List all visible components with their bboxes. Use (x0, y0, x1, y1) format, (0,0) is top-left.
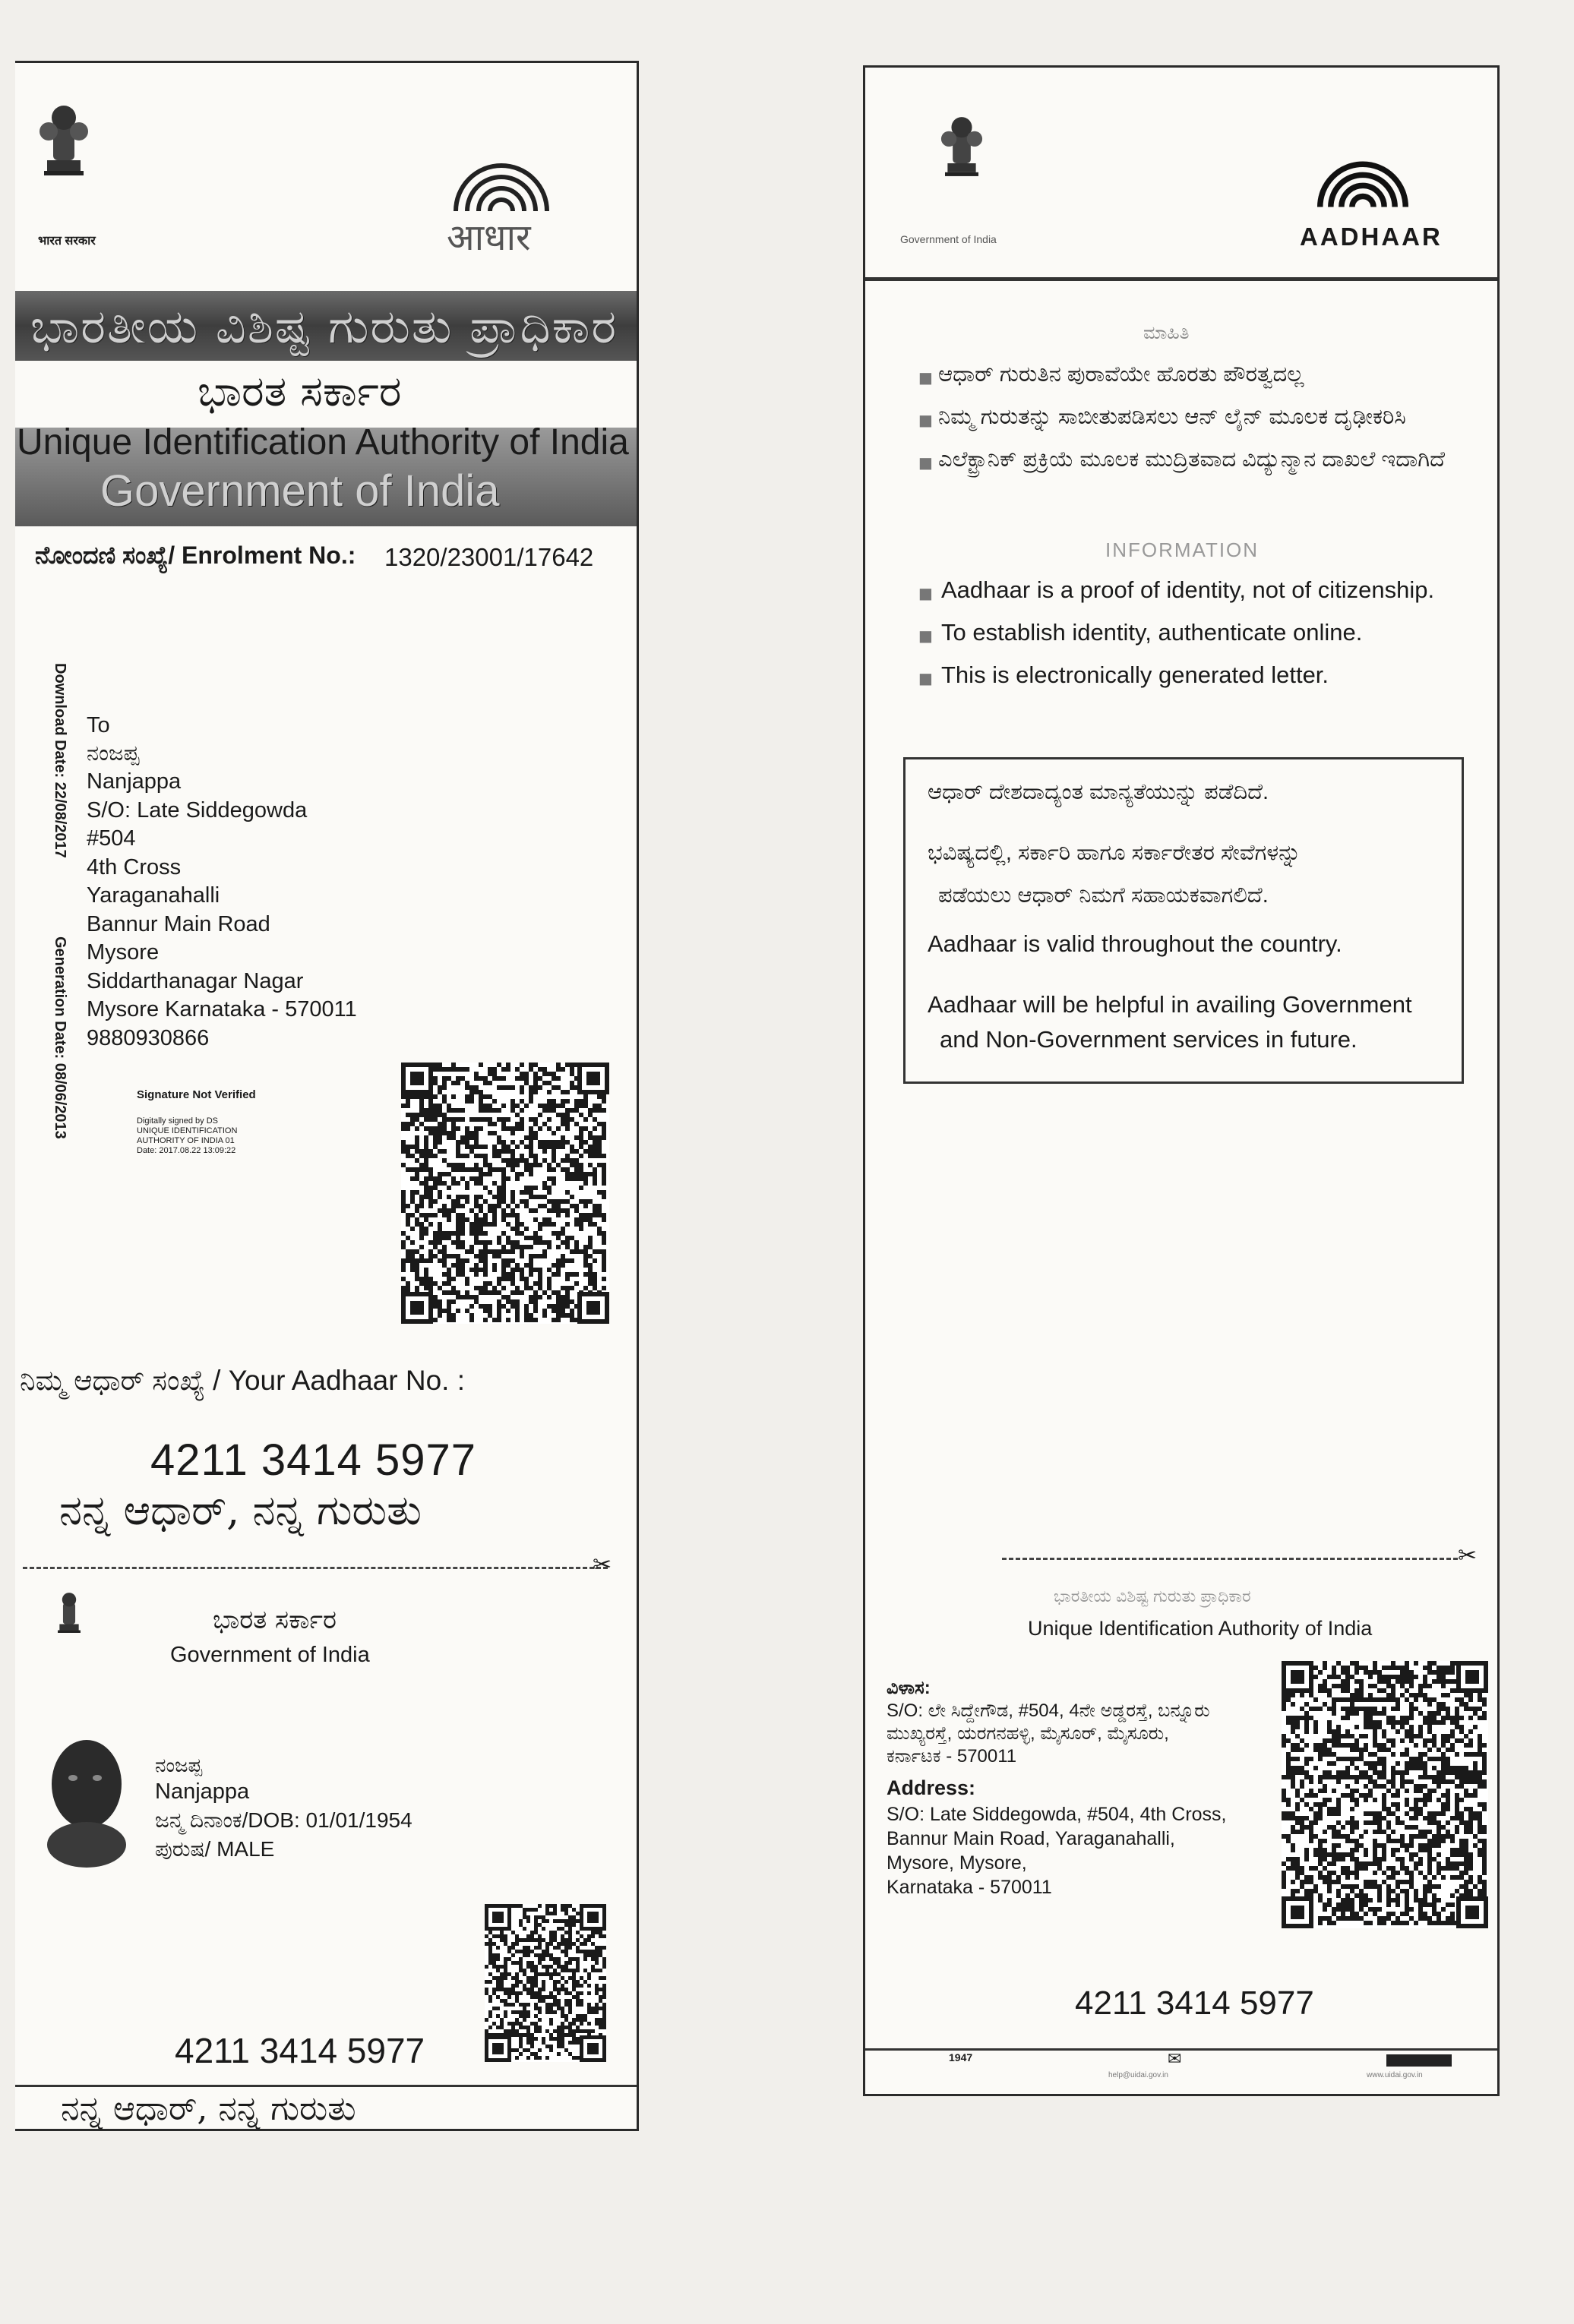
box-english-line: and Non-Government services in future. (940, 1026, 1357, 1053)
right-aadhaar-logo-text: AADHAAR (1300, 223, 1443, 251)
address-line: Mysore (87, 940, 160, 965)
card-gender: ಪುರುಷ/ MALE (155, 1837, 275, 1861)
back-english-authority: Unique Identification Authority of India (1028, 1617, 1373, 1640)
card-dob: ಜನ್ಮ ದಿನಾಂಕ/DOB: 01/01/1954 (155, 1808, 412, 1832)
generation-date: Generation Date: 08/06/2013 (52, 936, 68, 1139)
bullet-icon: ■ (918, 584, 933, 602)
aadhaar-number: 4211 3414 5977 (150, 1435, 477, 1485)
card-qr-code-icon (485, 1904, 606, 2062)
ashoka-emblem-icon (33, 101, 94, 200)
footer-email: help@uidai.gov.in (1108, 2071, 1168, 2079)
bullet-icon: ■ (918, 669, 933, 687)
aadhaar-letter-front (15, 61, 639, 2131)
address-line: To (87, 713, 110, 737)
address-english-line: Mysore, Mysore, (887, 1852, 1027, 1874)
card-name-english: Nanjappa (155, 1779, 250, 1804)
address-phone: 9880930866 (87, 1026, 210, 1050)
box-kannada-line: ಆಧಾರ್ ದೇಶದಾದ್ಯಂತ ಮಾನ್ಯತೆಯುನ್ನು ಪಡೆದಿದೆ. (928, 780, 1269, 804)
aadhaar-number-label: ನಿಮ್ಮ ಆಧಾರ್ ಸಂಖ್ಯೆ / Your Aadhaar No. : (20, 1365, 465, 1396)
kannada-info-heading: ಮಾಹಿತಿ (1143, 323, 1190, 343)
box-english-line: Aadhaar is valid throughout the country. (928, 930, 1342, 957)
address-kannada-line: S/O: ಲೇ ಸಿದ್ದೇಗೌಡ, #504, 4ನೇ ಅಡ್ಡರಸ್ತೆ, ಬನ್ನೂರು (887, 1700, 1210, 1721)
scissors-icon: ✂ (593, 1552, 612, 1578)
card-gov-kannada: ಭಾರತ ಸರ್ಕಾರ (213, 1605, 337, 1635)
address-line: Yaraganahalli (87, 883, 220, 908)
right-emblem-icon (934, 113, 990, 197)
signature-line: UNIQUE IDENTIFICATION (137, 1126, 238, 1135)
address-line: S/O: Late Siddegowda (87, 798, 308, 823)
bullet-icon: ■ (918, 368, 933, 387)
footer-web: www.uidai.gov.in (1367, 2071, 1423, 2079)
kannada-point: ಆಧಾರ್ ಗುರುತಿನ ಪುರಾವೆಯೇ ಹೊರತು ಪೌರತ್ವದಲ್ಲ (938, 362, 1304, 387)
bullet-icon: ■ (918, 627, 933, 645)
information-heading: INFORMATION (1105, 538, 1260, 561)
right-scissors-icon: ✂ (1458, 1542, 1478, 1569)
info-point: To establish identity, authenticate online. (941, 619, 1363, 646)
emblem-caption: भारत सरकार (38, 235, 96, 248)
signature-line: Digitally signed by DS (137, 1116, 218, 1126)
address-kannada-line: ಮುಖ್ಯರಸ್ತೆ, ಯರಗನಹಳ್ಳಿ, ಮೈಸೂರ್, ಮೈಸೂರು, (887, 1723, 1169, 1744)
footer-phone: 1947 (949, 2051, 973, 2063)
download-date: Download Date: 22/08/2017 (52, 663, 68, 858)
kannada-authority-banner (15, 291, 637, 361)
aadhaar-letter-back (863, 65, 1500, 2096)
address-line: Mysore Karnataka - 570011 (87, 997, 357, 1021)
kannada-point: ಎಲೆಕ್ಟ್ರಾನಿಕ್ ಪ್ರಕ್ರಿಯೆ ಮೂಲಕ ಮುದ್ರಿತವಾದ ವಿದ್ಯುನ್ಮಾನ ದಾಖಲೆ ಇದಾಗಿದೆ (938, 447, 1446, 472)
gov-english-title: Government of India (100, 466, 500, 516)
address-line: #504 (87, 826, 136, 851)
card-aadhaar-number: 4211 3414 5977 (175, 2031, 425, 2070)
card-gov-english: Government of India (170, 1643, 370, 1667)
gov-kannada-title: ಭಾರತ ಸರ್ಕಾರ (198, 367, 402, 416)
signature-title: Signature Not Verified (137, 1088, 256, 1101)
aadhaar-logo-text: आधार (447, 216, 531, 259)
right-cut-line (1002, 1558, 1458, 1560)
signature-line: Date: 2017.08.22 13:09:22 (137, 1146, 236, 1155)
address-english-line: Bannur Main Road, Yaraganahalli, (887, 1828, 1175, 1849)
web-icon (1386, 2054, 1452, 2067)
right-aadhaar-fingerprint-icon (1306, 141, 1420, 216)
cut-line (23, 1567, 608, 1569)
address-line: Bannur Main Road (87, 912, 270, 936)
box-kannada-line: ಭವಿಷ್ಯದಲ್ಲಿ, ಸರ್ಕಾರಿ ಹಾಗೂ ಸರ್ಕಾರೇತರ ಸೇವೆಗಳನ್ನು (928, 841, 1301, 865)
info-point: Aadhaar is a proof of identity, not of citizenship. (941, 576, 1435, 603)
box-kannada-line: ಪಡೆಯಲು ಆಧಾರ್ ನಿಮಗೆ ಸಹಾಯಕವಾಗಲಿದೆ. (938, 883, 1269, 908)
bullet-icon: ■ (918, 453, 933, 472)
back-kannada-authority: ಭಾರತೀಯ ವಿಶಿಷ್ಟ ಗುರುತು ಪ್ರಾಧಿಕಾರ (1054, 1587, 1251, 1606)
signature-line: AUTHORITY OF INDIA 01 (137, 1136, 235, 1145)
card-tagline: ನನ್ನ ಆಧಾರ್, ನನ್ನ ಗುರುತು (61, 2089, 356, 2128)
card-emblem-icon (52, 1590, 87, 1647)
address-label-kannada: ವಿಳಾಸ: (887, 1678, 931, 1698)
holder-photo (43, 1731, 126, 1868)
card-name-kannada: ನಂಜಪ್ಪ (155, 1754, 203, 1776)
address-line: Siddarthanagar Nagar (87, 969, 304, 993)
info-point: This is electronically generated letter. (941, 662, 1329, 688)
right-emblem-caption: Government of India (900, 233, 997, 245)
address-line: ನಂಜಪ್ಪ (87, 741, 140, 766)
address-label-english: Address: (887, 1776, 976, 1799)
kannada-point: ನಿಮ್ಮ ಗುರುತನ್ನು ಸಾಬೀತುಪಡಿಸಲು ಆನ್ ಲೈನ್ ಮೂಲಕ ದೃಢೀಕರಿಸಿ (938, 405, 1406, 429)
header-divider (865, 277, 1497, 281)
banner-kannada-text: ಭಾರತೀಯ ವಿಶಿಷ್ಟ ಗುರುತು ಪ್ರಾಧಿಕಾರ (30, 298, 618, 354)
email-icon: ✉ (1168, 2050, 1182, 2069)
address-line: Nanjappa (87, 769, 182, 794)
bullet-icon: ■ (918, 411, 933, 429)
enrolment-label: ನೋಂದಣಿ ಸಂಖ್ಯೆ/ Enrolment No.: (35, 542, 356, 569)
digital-signature-block (137, 1088, 289, 1156)
address-english-line: Karnataka - 570011 (887, 1877, 1052, 1898)
uidai-english-title: Unique Identification Authority of India (17, 422, 629, 463)
tagline: ನನ್ನ ಆಧಾರ್, ನನ್ನ ಗುರುತು (59, 1486, 422, 1534)
address-line: 4th Cross (87, 855, 182, 879)
address-english-line: S/O: Late Siddegowda, #504, 4th Cross, (887, 1804, 1227, 1825)
back-aadhaar-number: 4211 3414 5977 (1075, 1985, 1314, 2022)
box-english-line: Aadhaar will be helpful in availing Government (928, 991, 1412, 1018)
address-kannada-line: ಕರ್ನಾಟಕ - 570011 (887, 1746, 1017, 1767)
qr-code-icon (401, 1063, 609, 1324)
enrolment-number: 1320/23001/17642 (384, 543, 594, 571)
aadhaar-fingerprint-logo-icon (441, 147, 562, 215)
back-qr-code-icon (1282, 1661, 1488, 1928)
card-divider (15, 2085, 637, 2087)
